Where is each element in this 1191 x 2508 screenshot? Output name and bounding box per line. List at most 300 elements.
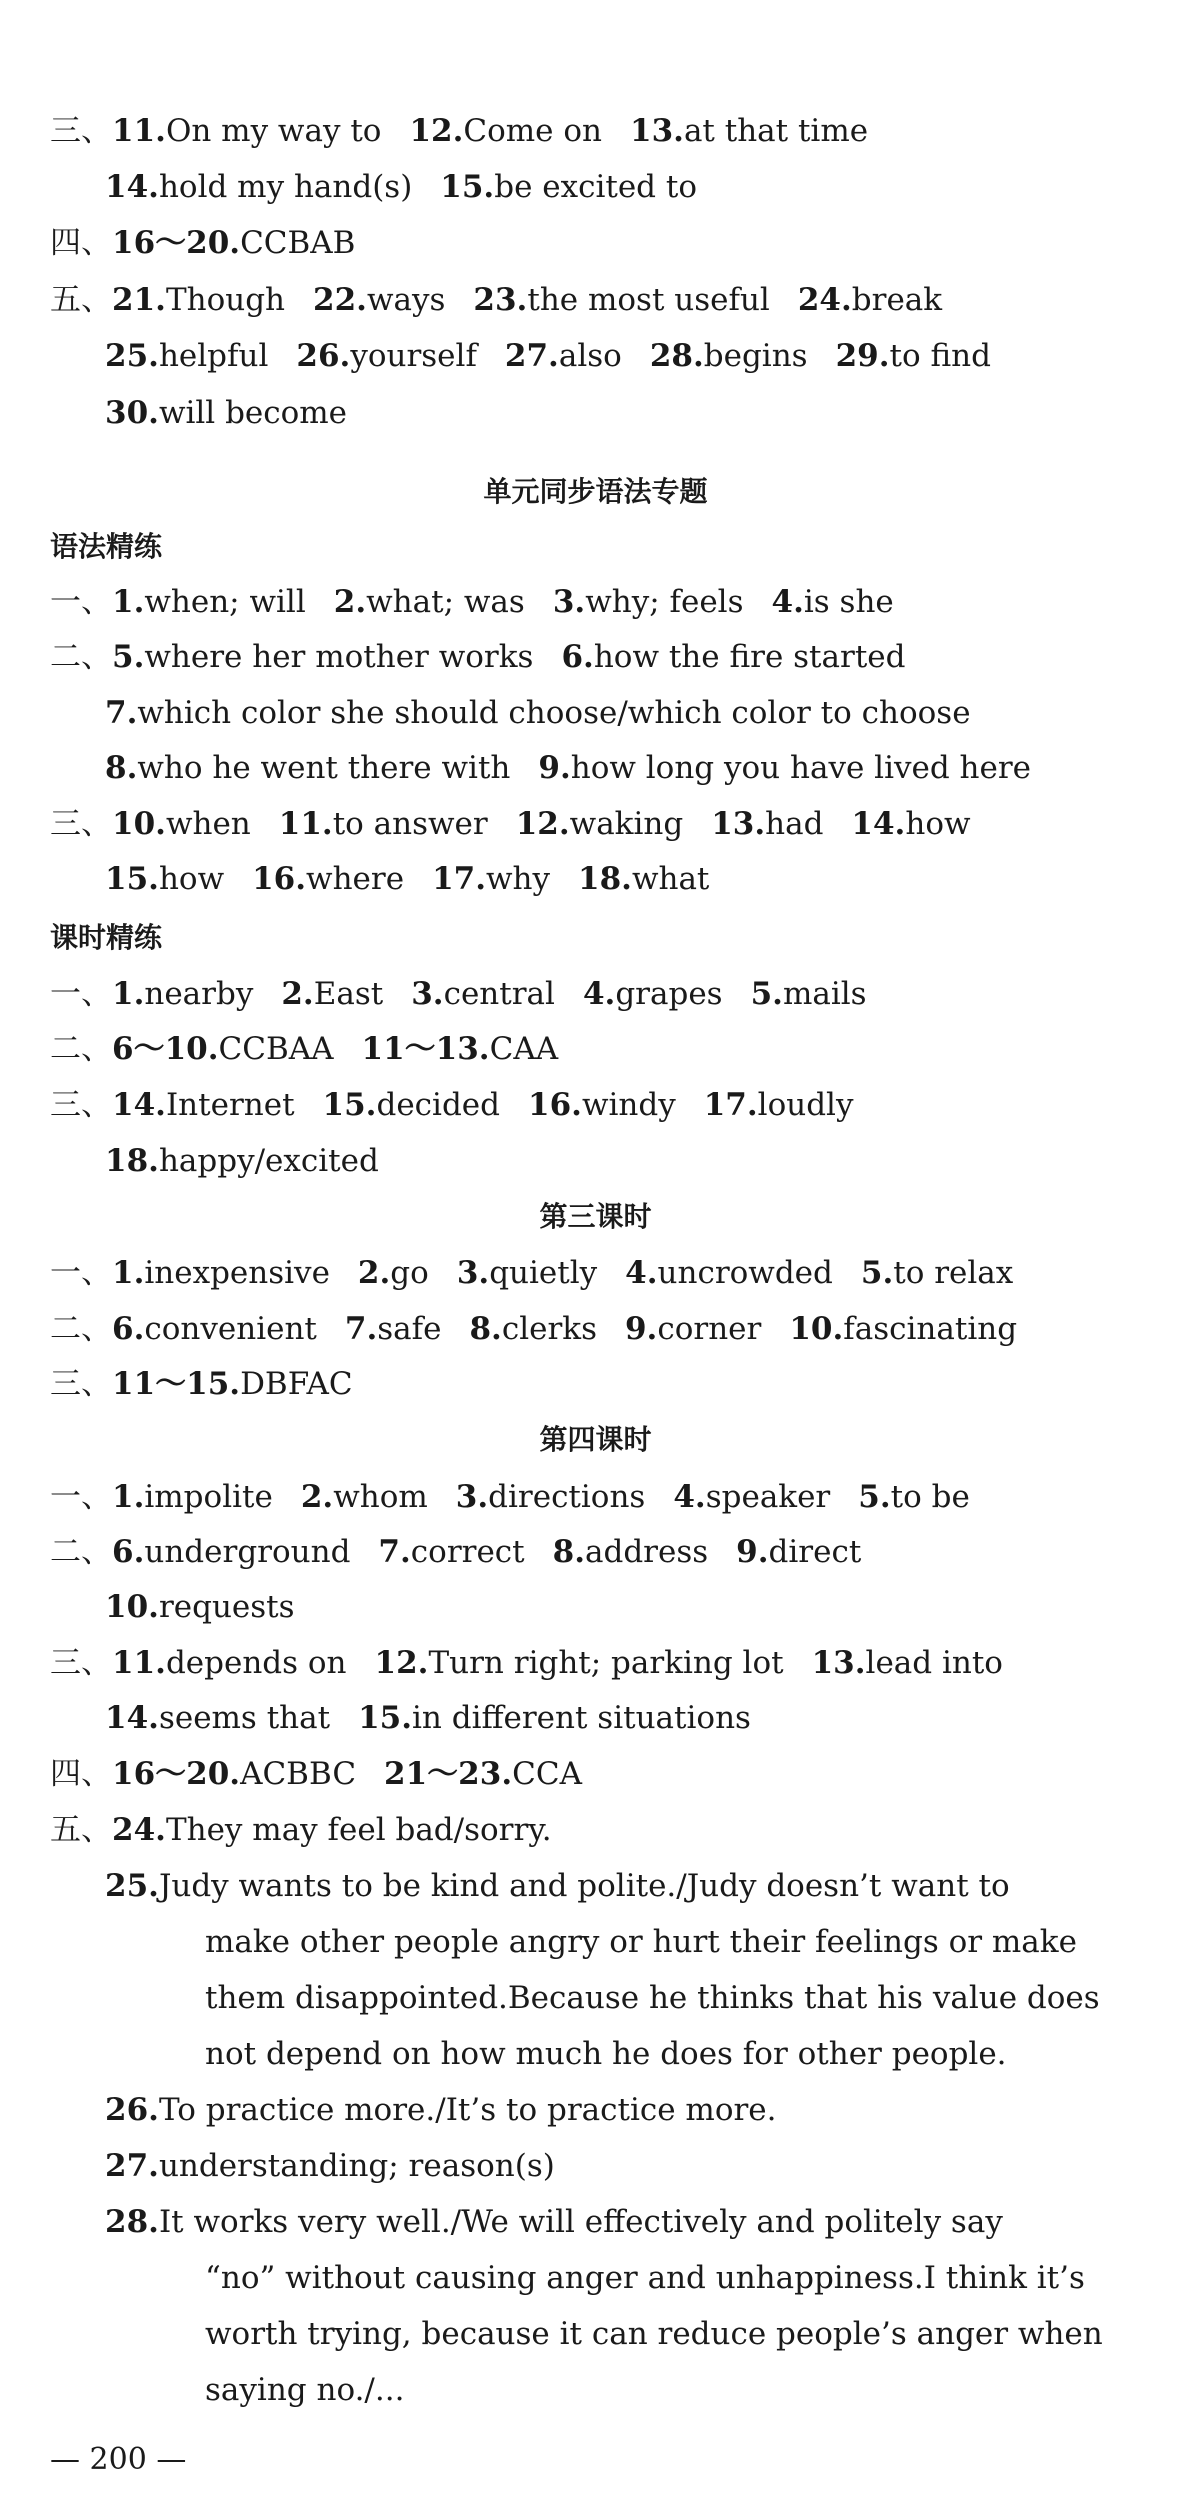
question-number: 16. xyxy=(528,1087,582,1123)
answer-item xyxy=(528,1087,676,1123)
answer-text: quietly xyxy=(489,1255,598,1291)
section-marker: 三、 xyxy=(50,1366,112,1402)
question-number: 6. xyxy=(112,1311,145,1347)
answer-text: CCBAA xyxy=(218,1031,334,1067)
answer-item xyxy=(736,1534,861,1570)
question-number: 2. xyxy=(357,1255,391,1291)
answer-item xyxy=(301,1479,428,1515)
question-number: 25. xyxy=(105,1868,159,1904)
answer-item xyxy=(625,1255,833,1291)
answer-item xyxy=(112,1366,353,1402)
question-number: 1. xyxy=(112,584,145,620)
question-number: 11. xyxy=(112,1645,166,1681)
answer-line xyxy=(50,1477,970,1517)
answer-item xyxy=(553,1534,709,1570)
answer-line xyxy=(50,804,971,844)
answer-item xyxy=(432,861,550,897)
question-number: 1. xyxy=(112,1479,145,1515)
answer-item xyxy=(630,113,868,149)
continuation-text: worth trying, because it can reduce people’s anger when xyxy=(205,2316,1103,2352)
answer-line xyxy=(205,2314,1103,2354)
answer-item xyxy=(112,806,251,842)
answer-item xyxy=(112,584,306,620)
question-number: 1. xyxy=(112,1255,145,1291)
continuation-text: “no” without causing anger and unhappiness.I think it’s xyxy=(205,2260,1085,2296)
answer-line xyxy=(105,859,709,899)
answer-item xyxy=(851,806,970,842)
answer-item xyxy=(711,806,823,842)
answer-item xyxy=(583,976,723,1012)
answer-item xyxy=(345,1311,442,1347)
question-number: 28. xyxy=(649,338,704,374)
answer-item xyxy=(334,584,525,620)
answer-text: which color she should choose/which color to choose xyxy=(137,695,971,731)
question-number: 27. xyxy=(105,2148,159,2184)
question-number: 3. xyxy=(455,1479,489,1515)
answer-item xyxy=(279,806,488,842)
question-number: 4. xyxy=(673,1479,706,1515)
answer-line xyxy=(50,974,867,1014)
answer-text: safe xyxy=(377,1311,442,1347)
answer-line xyxy=(50,1643,1003,1683)
answer-text: central xyxy=(443,976,555,1012)
answer-line xyxy=(205,2034,1007,2074)
question-number: 9. xyxy=(736,1534,769,1570)
answer-text: yourself xyxy=(350,338,477,374)
answer-line xyxy=(105,1866,1010,1906)
answer-item xyxy=(112,1031,334,1067)
section-marker: 三、 xyxy=(50,806,112,842)
section-marker: 五、 xyxy=(50,1812,112,1848)
question-number: 17. xyxy=(703,1087,758,1123)
answer-text: Come on xyxy=(463,113,602,149)
answer-item xyxy=(105,1143,379,1179)
answer-text: address xyxy=(585,1534,709,1570)
answer-text: clerks xyxy=(501,1311,597,1347)
question-number: 15. xyxy=(322,1087,377,1123)
answer-item xyxy=(313,282,445,318)
question-number: 22. xyxy=(313,282,367,318)
answer-item xyxy=(105,750,510,786)
answer-line xyxy=(205,1922,1077,1962)
question-number: 24. xyxy=(797,282,852,318)
answer-text: go xyxy=(390,1255,429,1291)
answer-item xyxy=(105,395,347,431)
question-number: 30. xyxy=(105,395,159,431)
answer-text: had xyxy=(765,806,824,842)
question-number: 18. xyxy=(105,1143,159,1179)
question-number: 9. xyxy=(538,750,571,786)
answer-text: helpful xyxy=(158,338,269,374)
answer-item xyxy=(358,1255,429,1291)
answer-text: loudly xyxy=(757,1087,854,1123)
section-marker: 五、 xyxy=(50,282,112,318)
answer-item xyxy=(281,976,383,1012)
answer-text: ACBBC xyxy=(240,1756,357,1792)
question-number: 27. xyxy=(504,338,559,374)
question-number: 23. xyxy=(473,282,528,318)
answer-line xyxy=(205,1978,1100,2018)
answer-item xyxy=(252,861,404,897)
answer-item xyxy=(473,282,769,318)
answer-text: CCBAB xyxy=(240,225,356,261)
question-number: 11～15. xyxy=(112,1366,241,1402)
answer-line xyxy=(105,2090,777,2130)
answer-item xyxy=(650,338,808,374)
answer-text: to answer xyxy=(332,806,488,842)
answer-text: happy/excited xyxy=(158,1143,379,1179)
section-marker: 三、 xyxy=(50,1087,112,1123)
answer-text: Though xyxy=(165,282,286,318)
answer-item xyxy=(105,695,971,731)
answer-line xyxy=(205,2258,1085,2298)
answer-text: depends on xyxy=(165,1645,347,1681)
question-number: 18. xyxy=(578,861,632,897)
answer-item xyxy=(105,169,412,205)
answer-line xyxy=(205,2370,404,2410)
answer-line xyxy=(105,748,1031,788)
heading-unit-grammar: 单元同步语法专题 xyxy=(483,475,708,508)
answer-item xyxy=(105,2148,555,2184)
heading-lesson-four: 第四课时 xyxy=(539,1423,652,1456)
answer-item xyxy=(751,976,867,1012)
answer-item xyxy=(112,639,533,675)
continuation-text: not depend on how much he does for other people. xyxy=(205,2036,1007,2072)
question-number: 25. xyxy=(105,338,159,374)
answer-text: to relax xyxy=(893,1255,1014,1291)
answer-text: impolite xyxy=(144,1479,273,1515)
answer-item xyxy=(362,1031,559,1067)
answer-text: lead into xyxy=(865,1645,1003,1681)
answer-text: the most useful xyxy=(527,282,770,318)
answer-line xyxy=(105,693,971,733)
answer-item xyxy=(375,1645,784,1681)
answer-item xyxy=(505,338,622,374)
answer-text: convenient xyxy=(144,1311,317,1347)
question-number: 14. xyxy=(112,1087,166,1123)
answer-line xyxy=(105,336,991,376)
question-number: 8. xyxy=(469,1311,502,1347)
answer-line xyxy=(50,223,355,263)
answer-text: understanding; reason(s) xyxy=(158,2148,555,2184)
answer-text: where her mother works xyxy=(144,639,534,675)
section-marker: 一、 xyxy=(50,1479,112,1515)
answer-text: seems that xyxy=(158,1700,331,1736)
question-number: 26. xyxy=(296,338,351,374)
question-number: 13. xyxy=(811,1645,866,1681)
question-number: 9. xyxy=(624,1311,658,1347)
answer-text: Internet xyxy=(165,1087,295,1123)
answer-item xyxy=(789,1311,1017,1347)
answer-item xyxy=(836,338,991,374)
answer-text: who he went there with xyxy=(137,750,511,786)
answer-item xyxy=(457,1255,597,1291)
answer-item xyxy=(105,2092,777,2128)
question-number: 8. xyxy=(105,750,138,786)
question-number: 5. xyxy=(750,976,783,1012)
question-number: 3. xyxy=(456,1255,490,1291)
answer-text: be excited to xyxy=(494,169,698,205)
answer-item xyxy=(440,169,697,205)
answer-line xyxy=(105,2146,555,2186)
question-number: 2. xyxy=(300,1479,334,1515)
answer-text: whom xyxy=(333,1479,428,1515)
answer-text: to find xyxy=(889,338,991,374)
question-number: 29. xyxy=(835,338,890,374)
answer-item xyxy=(112,1479,273,1515)
answer-item xyxy=(105,1700,330,1736)
answer-text: underground xyxy=(144,1534,351,1570)
question-number: 3. xyxy=(552,584,586,620)
answer-item xyxy=(105,338,268,374)
section-grammar-practice: 语法精练 xyxy=(50,530,163,563)
answer-item xyxy=(858,1479,970,1515)
question-number: 4. xyxy=(582,976,616,1012)
answer-text: in different situations xyxy=(412,1700,751,1736)
answer-item xyxy=(112,1756,356,1792)
answer-item xyxy=(861,1255,1013,1291)
question-number: 7. xyxy=(378,1534,411,1570)
question-number: 21～23. xyxy=(384,1756,513,1792)
answer-line xyxy=(50,1029,558,1069)
question-number: 4. xyxy=(771,584,804,620)
question-number: 15. xyxy=(358,1700,412,1736)
answer-line xyxy=(105,393,347,433)
answer-text: is she xyxy=(803,584,894,620)
answer-line xyxy=(105,2202,1003,2242)
answer-text: Judy wants to be kind and polite./Judy doesn’t want to xyxy=(158,1868,1010,1904)
section-marker: 三、 xyxy=(50,113,112,149)
answer-line xyxy=(50,1810,552,1850)
answer-text: inexpensive xyxy=(144,1255,330,1291)
section-marker: 三、 xyxy=(50,1645,112,1681)
answer-item xyxy=(798,282,942,318)
answer-text: They may feel bad/sorry. xyxy=(165,1812,552,1848)
answer-item xyxy=(105,1868,1010,1904)
question-number: 10. xyxy=(789,1311,844,1347)
answer-line xyxy=(50,1532,861,1572)
answer-item xyxy=(553,584,744,620)
question-number: 14. xyxy=(851,806,906,842)
section-marker: 二、 xyxy=(50,1534,112,1570)
question-number: 5. xyxy=(112,639,145,675)
question-number: 12. xyxy=(515,806,570,842)
answer-text: hold my hand(s) xyxy=(158,169,413,205)
answer-text: directions xyxy=(488,1479,646,1515)
answer-text: CCA xyxy=(512,1756,582,1792)
question-number: 2. xyxy=(281,976,314,1012)
answer-item xyxy=(358,1700,751,1736)
answer-text: corner xyxy=(657,1311,762,1347)
question-number: 26. xyxy=(105,2092,159,2128)
answer-text: where xyxy=(306,861,405,897)
answer-item xyxy=(772,584,894,620)
question-number: 14. xyxy=(105,169,159,205)
answer-text: To practice more./It’s to practice more. xyxy=(158,2092,777,2128)
answer-item xyxy=(112,1534,350,1570)
question-number: 21. xyxy=(112,282,166,318)
answer-text: East xyxy=(313,976,384,1012)
answer-item xyxy=(323,1087,500,1123)
question-number: 6～10. xyxy=(112,1031,219,1067)
answer-line xyxy=(105,167,697,207)
question-number: 16～20. xyxy=(112,1756,241,1792)
answer-text: uncrowded xyxy=(657,1255,833,1291)
answer-text: Turn right; parking lot xyxy=(428,1645,784,1681)
question-number: 13. xyxy=(630,113,684,149)
question-number: 15. xyxy=(440,169,495,205)
question-number: 12. xyxy=(409,113,464,149)
answer-text: speaker xyxy=(705,1479,831,1515)
answer-item xyxy=(112,282,285,318)
answer-text: On my way to xyxy=(165,113,382,149)
answer-item xyxy=(378,1534,524,1570)
question-number: 13. xyxy=(711,806,766,842)
question-number: 12. xyxy=(374,1645,429,1681)
answer-line xyxy=(50,280,942,320)
question-number: 11～13. xyxy=(361,1031,490,1067)
question-number: 11. xyxy=(278,806,333,842)
answer-text: requests xyxy=(158,1589,295,1625)
answer-item xyxy=(112,1311,317,1347)
question-number: 24. xyxy=(112,1812,166,1848)
question-number: 3. xyxy=(411,976,444,1012)
question-number: 28. xyxy=(105,2204,159,2240)
question-number: 5. xyxy=(858,1479,891,1515)
section-marker: 二、 xyxy=(50,1031,112,1067)
answer-item xyxy=(812,1645,1003,1681)
answer-line xyxy=(50,1754,582,1794)
answer-text: correct xyxy=(410,1534,525,1570)
question-number: 8. xyxy=(552,1534,585,1570)
question-number: 1. xyxy=(112,976,145,1012)
answer-line xyxy=(105,1141,379,1181)
answer-item xyxy=(625,1311,761,1347)
answer-item xyxy=(411,976,555,1012)
answer-line xyxy=(50,1309,1017,1349)
answer-item xyxy=(112,1645,347,1681)
section-marker: 四、 xyxy=(50,225,112,261)
answer-text: It works very well./We will effectively and politely say xyxy=(158,2204,1003,2240)
answer-text: to be xyxy=(890,1479,970,1515)
answer-item xyxy=(516,806,683,842)
question-number: 10. xyxy=(105,1589,159,1625)
question-number: 4. xyxy=(625,1255,658,1291)
answer-text: what; was xyxy=(366,584,525,620)
answer-item xyxy=(112,1087,295,1123)
continuation-text: them disappointed.Because he thinks that his value does xyxy=(205,1980,1100,2016)
answer-item xyxy=(673,1479,830,1515)
answer-item xyxy=(105,861,224,897)
answer-text: at that time xyxy=(683,113,869,149)
section-marker: 二、 xyxy=(50,1311,112,1347)
answer-item xyxy=(409,113,602,149)
answer-text: how long you have lived here xyxy=(570,750,1032,786)
answer-line xyxy=(50,1253,1013,1293)
question-number: 14. xyxy=(105,1700,159,1736)
answer-item xyxy=(105,1589,295,1625)
answer-line xyxy=(50,637,905,677)
heading-lesson-three: 第三课时 xyxy=(539,1200,652,1233)
answer-text: why xyxy=(486,861,551,897)
answer-text: how xyxy=(158,861,225,897)
section-lesson-practice: 课时精练 xyxy=(50,921,163,954)
answer-line xyxy=(50,1085,853,1125)
question-number: 16. xyxy=(252,861,307,897)
answer-text: how the fire started xyxy=(593,639,906,675)
answer-line xyxy=(50,1364,353,1404)
section-marker: 一、 xyxy=(50,976,112,1012)
answer-text: also xyxy=(558,338,622,374)
answer-item xyxy=(538,750,1031,786)
question-number: 2. xyxy=(333,584,367,620)
question-number: 7. xyxy=(105,695,138,731)
answer-text: CAA xyxy=(489,1031,559,1067)
section-marker: 二、 xyxy=(50,639,112,675)
answer-line xyxy=(50,111,868,151)
answer-item xyxy=(112,1255,330,1291)
answer-text: grapes xyxy=(615,976,723,1012)
answer-text: waking xyxy=(569,806,684,842)
answer-text: how xyxy=(905,806,971,842)
page-number: — 200 — xyxy=(50,2442,187,2477)
answer-item xyxy=(112,1812,552,1848)
answer-item xyxy=(112,113,381,149)
answer-text: DBFAC xyxy=(240,1366,353,1402)
answer-text: break xyxy=(851,282,943,318)
answer-text: mails xyxy=(782,976,867,1012)
answer-item xyxy=(561,639,905,675)
answer-text: ways xyxy=(366,282,446,318)
section-marker: 四、 xyxy=(50,1756,112,1792)
answer-text: will become xyxy=(158,395,348,431)
answer-text: fascinating xyxy=(843,1311,1018,1347)
answer-item xyxy=(112,225,355,261)
answer-text: when xyxy=(165,806,251,842)
question-number: 11. xyxy=(112,113,166,149)
answer-text: why; feels xyxy=(585,584,744,620)
answer-item xyxy=(456,1479,646,1515)
answer-item xyxy=(704,1087,854,1123)
question-number: 5. xyxy=(860,1255,894,1291)
answer-item xyxy=(469,1311,597,1347)
answer-text: begins xyxy=(703,338,808,374)
answer-item xyxy=(105,2204,1003,2240)
question-number: 10. xyxy=(112,806,166,842)
answer-text: nearby xyxy=(144,976,254,1012)
section-marker: 一、 xyxy=(50,584,112,620)
question-number: 7. xyxy=(344,1311,378,1347)
answer-text: windy xyxy=(581,1087,676,1123)
question-number: 6. xyxy=(112,1534,145,1570)
answer-text: decided xyxy=(376,1087,500,1123)
continuation-text: make other people angry or hurt their feelings or make xyxy=(205,1924,1077,1960)
answer-line xyxy=(50,582,894,622)
answer-text: direct xyxy=(768,1534,862,1570)
answer-item xyxy=(578,861,709,897)
question-number: 6. xyxy=(561,639,594,675)
question-number: 17. xyxy=(432,861,486,897)
question-number: 16～20. xyxy=(112,225,241,261)
answer-item xyxy=(384,1756,582,1792)
answer-item xyxy=(296,338,477,374)
continuation-text: saying no./... xyxy=(205,2372,405,2408)
answer-line xyxy=(105,1698,751,1738)
answer-line xyxy=(105,1587,295,1627)
answer-text: what xyxy=(631,861,710,897)
answer-text: when; will xyxy=(144,584,306,620)
question-number: 15. xyxy=(105,861,159,897)
